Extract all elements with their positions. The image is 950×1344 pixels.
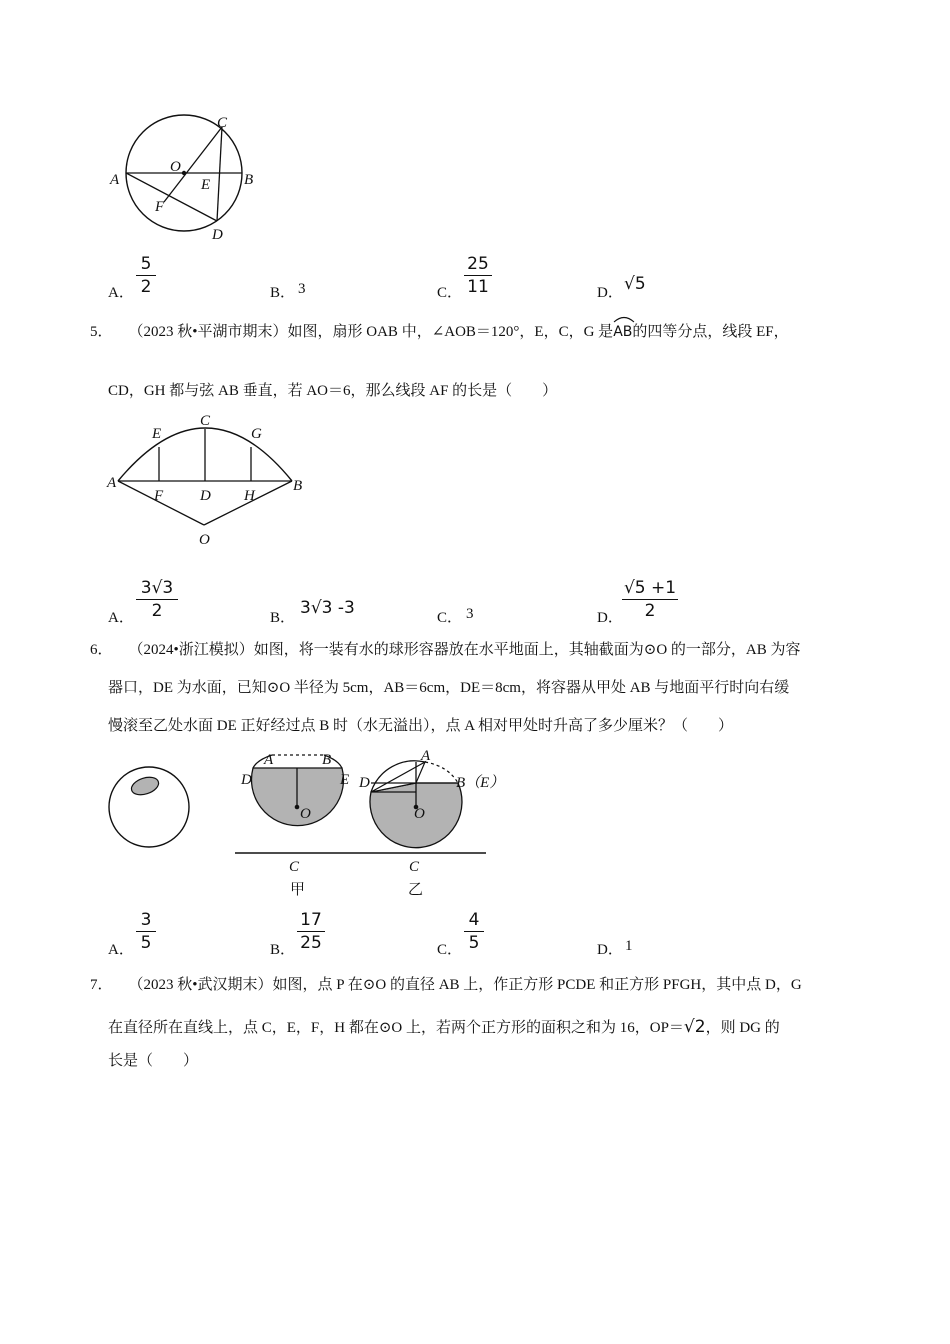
q5-option-c-value: 3: [466, 606, 474, 622]
q6-jia-label-a: A: [264, 752, 274, 768]
q7-number: 7．: [90, 977, 113, 993]
fraction-numerator: 3√3: [140, 578, 174, 598]
q4-option-b-letter: B．: [270, 285, 296, 301]
fraction-denominator: 5: [468, 933, 480, 953]
q6-text-1: （2024•浙江模拟）如图，将一装有水的球形容器放在水平地面上，其轴截面为⊙O 的一部分，AB 为容: [128, 642, 801, 658]
q5-option-c-letter: C．: [437, 610, 463, 626]
q6-option-b-letter: B．: [270, 942, 296, 958]
q6-container-figure: [100, 740, 520, 902]
fraction-numerator: 4: [468, 910, 480, 930]
fraction-bar: [136, 599, 178, 600]
q5-label-b: B: [293, 478, 303, 494]
q5-line-2: CD，GH 都与弦 AB 垂直，若 AO＝6，那么线段 AF 的长是（ ）: [108, 383, 558, 399]
q5-line-1: [90, 322, 789, 342]
q5-label-g: G: [251, 426, 262, 442]
q6-line-3: 慢滚至乙处水面 DE 正好经过点 B 时（水无溢出），点 A 相对甲处时升高了多少厘米？（ ）: [108, 718, 734, 734]
q6-jia-caption: 甲: [290, 882, 306, 898]
q5-label-c: C: [200, 413, 211, 429]
q4-option-a-letter: A．: [108, 285, 134, 301]
fraction-bar: [622, 599, 678, 600]
q4-option-c-letter: C．: [437, 285, 463, 301]
fraction-denominator: 2: [644, 601, 656, 621]
q5-option-b-value: 3√3 -3: [300, 598, 355, 618]
q4-option-d-value: √5: [624, 274, 646, 294]
q6-jia-label-c: C: [289, 859, 300, 875]
q5-label-e: E: [152, 426, 162, 442]
q5-label-o: O: [199, 532, 210, 548]
q6-option-d-letter: D．: [597, 942, 623, 958]
q5-option-d-fraction: [622, 578, 678, 621]
q5-arc-label: AB: [613, 324, 633, 340]
q4-label-d: D: [212, 227, 223, 243]
q5-number: 5．: [90, 324, 113, 340]
q4-label-o: O: [170, 159, 181, 175]
fraction-denominator: 2: [151, 601, 163, 621]
fraction-denominator: 25: [300, 933, 322, 953]
q4-label-a: A: [110, 172, 120, 188]
q6-yi-label-d: D: [359, 775, 370, 791]
arc-symbol-icon: [613, 315, 635, 323]
fraction-numerator: 3: [140, 910, 152, 930]
q5-label-d: D: [200, 488, 211, 504]
q6-jia-label-b: B: [322, 752, 332, 768]
q6-line-2: 器口，DE 为水面，已知⊙O 半径为 5cm，AB＝6cm，DE＝8cm，将容器从甲处 AB 与地面平行时向右缓: [108, 680, 790, 696]
q4-option-a-fraction: [136, 254, 156, 297]
q7-sqrt-value: √2: [683, 1017, 706, 1037]
q4-option-b-value: 3: [298, 281, 306, 297]
q6-option-a-fraction: [136, 910, 156, 953]
fraction-denominator: 11: [467, 277, 489, 297]
q5-text-1: （2023 秋•平湖市期末）如图，扇形 OAB 中，∠AOB＝120°，E，C，G 是: [128, 324, 614, 340]
q6-yi-label-o: O: [414, 806, 425, 822]
q6-yi-label-be: B（E）: [456, 775, 505, 791]
q5-option-a-fraction: [136, 578, 178, 621]
q7-text-2a: 在直径所在直线上，点 C，E，F，H 都在⊙O 上，若两个正方形的面积之和为 16，OP＝: [108, 1020, 684, 1036]
fraction-bar: [464, 275, 492, 276]
q6-jia-label-d: D: [241, 772, 252, 788]
q6-line-1: [90, 640, 801, 660]
q5-label-h: H: [244, 488, 255, 504]
q7-line-3: 长是（ ）: [108, 1053, 199, 1069]
q5-label-f: F: [154, 488, 164, 504]
q4-option-d-letter: D．: [597, 285, 623, 301]
q6-option-d-value: 1: [625, 938, 633, 954]
q4-label-c: C: [217, 115, 228, 131]
q6-option-a-letter: A．: [108, 942, 134, 958]
fraction-bar: [136, 275, 156, 276]
q6-option-c-fraction: [464, 910, 484, 953]
q7-line-1: [90, 975, 802, 995]
q6-yi-caption: 乙: [408, 882, 424, 898]
q5-option-d-letter: D．: [597, 610, 623, 626]
q5-arc-ab: [613, 322, 632, 342]
fraction-numerator: 5: [140, 254, 152, 274]
q7-text-1: （2023 秋•武汉期末）如图，点 P 在⊙O 的直径 AB 上，作正方形 PCDE 和正方形 PFGH，其中点 D，G: [128, 977, 802, 993]
q6-jia-label-e: E: [340, 772, 350, 788]
q5-label-a: A: [107, 475, 117, 491]
fraction-numerator: 25: [467, 254, 489, 274]
fraction-numerator: 17: [300, 910, 322, 930]
q6-jia-label-o: O: [300, 806, 311, 822]
fraction-bar: [136, 931, 156, 932]
fraction-numerator: √5 +1: [623, 578, 677, 598]
q7-text-2b: ，则 DG 的: [705, 1020, 780, 1036]
q6-option-c-letter: C．: [437, 942, 463, 958]
fraction-bar: [464, 931, 484, 932]
fraction-bar: [297, 931, 325, 932]
q4-label-e: E: [201, 177, 211, 193]
q5-option-b-letter: B．: [270, 610, 296, 626]
q6-number: 6．: [90, 642, 113, 658]
q5-sector-figure: [100, 405, 320, 550]
q6-yi-label-a: A: [421, 748, 431, 764]
q5-text-1-end: 的四等分点，线段 EF，: [632, 324, 789, 340]
q4-label-f: F: [155, 199, 165, 215]
fraction-denominator: 2: [140, 277, 152, 297]
q4-circle-figure: [100, 105, 270, 245]
q7-line-2: [108, 1017, 780, 1038]
q6-yi-label-c: C: [409, 859, 420, 875]
fraction-denominator: 5: [140, 933, 152, 953]
q4-label-b: B: [244, 172, 254, 188]
q4-option-c-fraction: [464, 254, 492, 297]
q6-option-b-fraction: [297, 910, 325, 953]
q5-option-a-letter: A．: [108, 610, 134, 626]
